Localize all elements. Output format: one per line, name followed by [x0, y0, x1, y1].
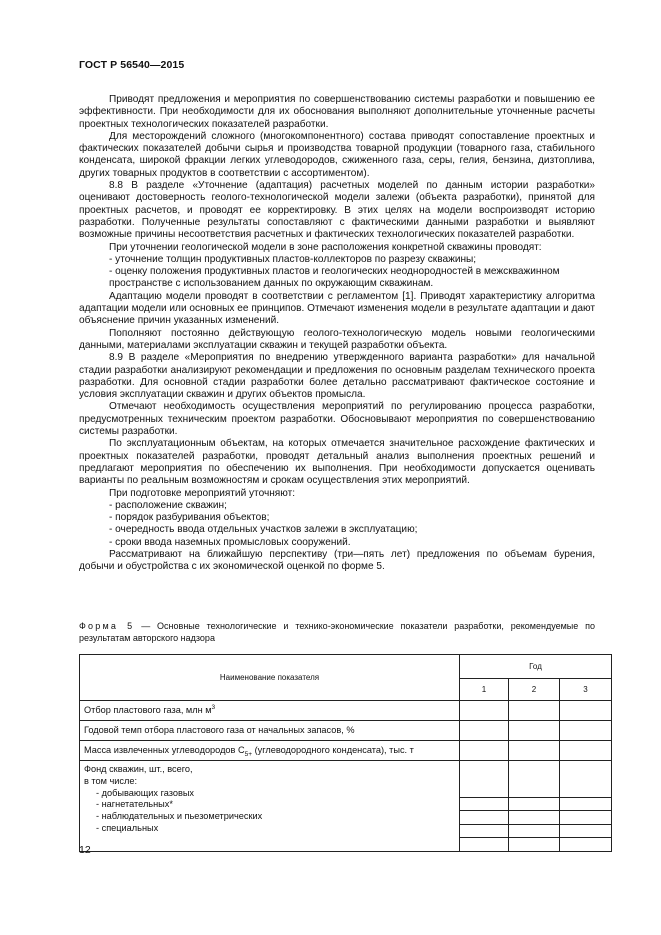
paragraph: Отмечают необходимость осуществления мероприятий по регулированию процесса разработки, предусмотренных техническим проектом разработки. Обосновывают мероприятия по совершенствованию системы разработки. — [79, 401, 595, 438]
indicators-table — [79, 654, 612, 852]
form-caption — [79, 620, 595, 644]
paragraph: Рассматривают на ближайшую перспективу (три—пять лет) предложения по объемам бурения, добычи и обустройства с их экономической оценкой по форме 5. — [79, 548, 595, 573]
year-col-2: 2 — [509, 679, 560, 701]
year-header: Год — [460, 655, 612, 679]
year-col-3: 3 — [560, 679, 612, 701]
list-item: - оценку положения продуктивных пластов и геологических неоднородностей в межскважинном пространстве с использованием данных по окружающим скважинам. — [109, 266, 560, 290]
form-caption-text: — Основные технологические и технико-экономические показатели разработки, рекомендуемые по результатам авторского надзора — [79, 621, 596, 643]
table-row — [80, 701, 612, 721]
list-item: - порядок разбуривания объектов; — [109, 512, 270, 524]
paragraph: Приводят предложения и мероприятия по совершенствованию системы разработки и повышению ее эффективности. При необходимости для их обоснования выполняют дополнительные уточненные расчеты проектных технологических показателей разработки. — [79, 94, 595, 130]
document-header: ГОСТ Р 56540—2015 — [79, 59, 185, 71]
paragraph: 8.8 В разделе «Уточнение (адаптация) расчетных моделей по данным истории разработки» оценивают достоверность геолого-технологической модели залежи (объекта разработки), принятой для проектных расчетов, и проводят ее корректировку. В этих целях на модели воспроизводят историю разработки. Полученные результаты сопоставляют с фактическими данными разработки и выявляют возможные причины несоответствия расчетных и фактических технологических показателей разработки. — [79, 180, 595, 241]
paragraph: 8.9 В разделе «Мероприятия по внедрению утвержденного варианта разработки» для начальной стадии разработки анализируют рекомендации и предложения по основным разделам технического проекта разработки. Для основной стадии разработки более детально рассматривают фактическое состояние и условия эксплуатации скважин и других объектов промысла. — [79, 352, 595, 401]
table-row — [80, 741, 612, 761]
paragraph: Пополняют постоянно действующую геолого-технологическую модель новыми геологическими данными, материалами эксплуатации скважин и текущей разработки объекта. — [79, 327, 595, 351]
page-number: 12 — [79, 844, 91, 856]
year-col-1: 1 — [460, 679, 509, 701]
row-label: Годовой темп отбора пластового газа от начальных запасов, % — [80, 721, 460, 741]
wells-fund-label: Фонд скважин, шт., всего, в том числе: - добывающих газовых - нагнетательных* - наблюдательных и пьезометрических - специальных — [80, 761, 460, 852]
list-item: - сроки ввода наземных промысловых сооружений. — [109, 536, 351, 548]
paragraph: По эксплуатационным объектам, на которых отмечается значительное расхождение фактических и проектных показателей разработки, проводят детальный анализ выполнения проектных решений и предлагают мероприятия по обеспечению их выполнения. При необходимости допускается оценивать варианты по реальным возможностям и срокам осуществления этих мероприятий. — [79, 438, 595, 487]
table-header-row — [80, 655, 612, 679]
table-row — [80, 721, 612, 741]
form-label: Форма 5 — [79, 621, 135, 631]
list-item: - уточнение толщин продуктивных пластов-коллекторов по разрезу скважины; — [109, 253, 477, 265]
list-item: - очередность ввода отдельных участков залежи в эксплуатацию; — [109, 524, 418, 536]
paragraph: Адаптацию модели проводят в соответствии с регламентом [1]. Приводят характеристику алгоритма адаптации модели или основных ее принципов. Отмечают изменения модели в результате адаптации и дают объяснение причин указанных изменений. — [79, 290, 595, 327]
row-label: Отбор пластового газа, млн $м^3$ — [80, 701, 460, 721]
paragraph: При уточнении геологической модели в зоне расположения конкретной скважины проводят: — [109, 241, 542, 253]
paragraph: Для месторождений сложного (многокомпонентного) состава приводят сопоставление проектных и фактических показателей добычи сырья и производства товарной продукции (товарного газа, стабильного конденсата, широкой фракции легких углеводородов, сжиженного газа, серы, гелия, бензина, дизтоплива, других товарных продуктов в соответствии с ассортиментом). — [79, 130, 595, 179]
column-name-header: Наименование показателя — [80, 655, 460, 701]
row-label: Масса извлеченных углеводородов $С_{5+}$ (углеводородного конденсата), тыс. т — [80, 741, 460, 761]
document-body — [79, 94, 595, 574]
paragraph: При подготовке мероприятий уточняют: — [109, 487, 296, 499]
list-item: - расположение скважин; — [109, 499, 227, 511]
